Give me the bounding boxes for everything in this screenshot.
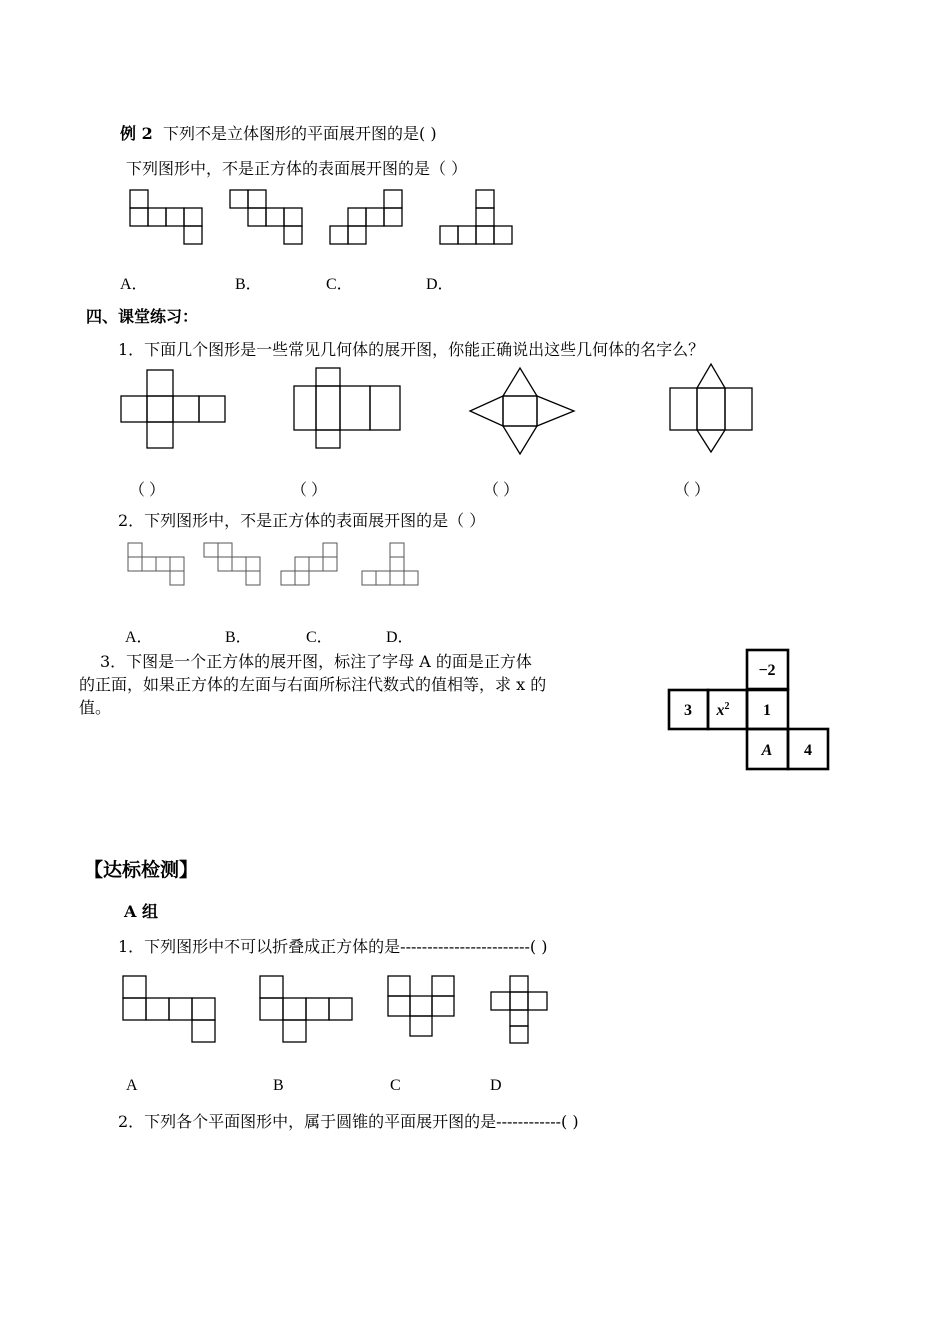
net-cell-front: A xyxy=(761,742,773,759)
q2-net-b xyxy=(204,543,274,591)
assessment-option-b: B xyxy=(273,1077,284,1094)
assessment-option-c: C xyxy=(390,1077,401,1094)
example2-option-b: B． xyxy=(235,276,262,293)
section4-heading: 四、课堂练习： xyxy=(86,307,199,326)
example-sub-question: 下列图形中，不是正方体的表面展开图的是（ ） xyxy=(126,159,468,178)
q2-option-b: B． xyxy=(225,629,252,646)
q2-option-d: D． xyxy=(386,629,414,646)
net-cell-top: −2 xyxy=(758,662,776,679)
example-label: 例 2 xyxy=(120,124,153,143)
net-cell-right: 4 xyxy=(804,742,812,759)
example2-net-a xyxy=(130,190,210,250)
q3-line-1: 3．下图是一个正方体的展开图，标注了字母 A 的面是正方体 xyxy=(100,652,532,671)
q3-labeled-net xyxy=(668,648,832,772)
assessment-q2-text: 2．下列各个平面图形中，属于圆锥的平面展开图的是------------( ) xyxy=(118,1112,579,1131)
prism-net-figure xyxy=(670,364,754,456)
q2-net-d xyxy=(362,543,432,591)
q2-option-c: C． xyxy=(306,629,333,646)
q1-blank-1: （ ） xyxy=(129,482,166,499)
section4-q2-text: 2．下列图形中，不是正方体的表面展开图的是（ ） xyxy=(118,511,486,530)
cuboid-net-figure xyxy=(294,368,404,448)
section4-q1-text: 1．下面几个图形是一些常见几何体的展开图，你能正确说出这些几何体的名字么？ xyxy=(118,340,705,359)
cube-net-figure xyxy=(121,370,227,450)
net-cell-x: $x^2$ xyxy=(716,701,730,719)
assessment-net-b xyxy=(260,976,360,1048)
assessment-option-d: D xyxy=(490,1077,502,1094)
example2-net-b xyxy=(230,190,310,250)
example2-option-d: D． xyxy=(426,276,454,293)
q1-blank-4: （ ） xyxy=(674,482,711,499)
q3-line-3: 值。 xyxy=(79,698,112,717)
q1-blank-2: （ ） xyxy=(291,482,328,499)
q2-option-a: A． xyxy=(125,629,153,646)
assessment-option-a: A xyxy=(126,1077,138,1094)
example2-net-d xyxy=(440,190,520,250)
example2-option-c: C． xyxy=(326,276,353,293)
group-heading: A 组 xyxy=(124,902,158,921)
q1-blank-3: （ ） xyxy=(483,482,520,499)
assessment-heading: 【达标检测】 xyxy=(84,859,199,881)
q2-net-c xyxy=(281,543,351,591)
q3-line-2: 的正面，如果正方体的左面与右面所标注代数式的值相等，求 x 的 xyxy=(79,675,547,694)
assessment-net-d xyxy=(491,976,551,1046)
assessment-net-a xyxy=(123,976,223,1048)
assessment-q1-text: 1．下列图形中不可以折叠成正方体的是------------------------( ) xyxy=(118,937,548,956)
pyramid-net-figure xyxy=(470,368,576,456)
assessment-net-c xyxy=(388,976,458,1040)
example2-net-c xyxy=(330,190,410,250)
net-cell-center: 1 xyxy=(763,702,771,719)
example-question: 下列不是立体图形的平面展开图的是( ) xyxy=(163,124,437,143)
net-cell-left: 3 xyxy=(684,702,692,719)
example2-option-a: A． xyxy=(120,276,148,293)
q2-net-a xyxy=(128,543,198,591)
